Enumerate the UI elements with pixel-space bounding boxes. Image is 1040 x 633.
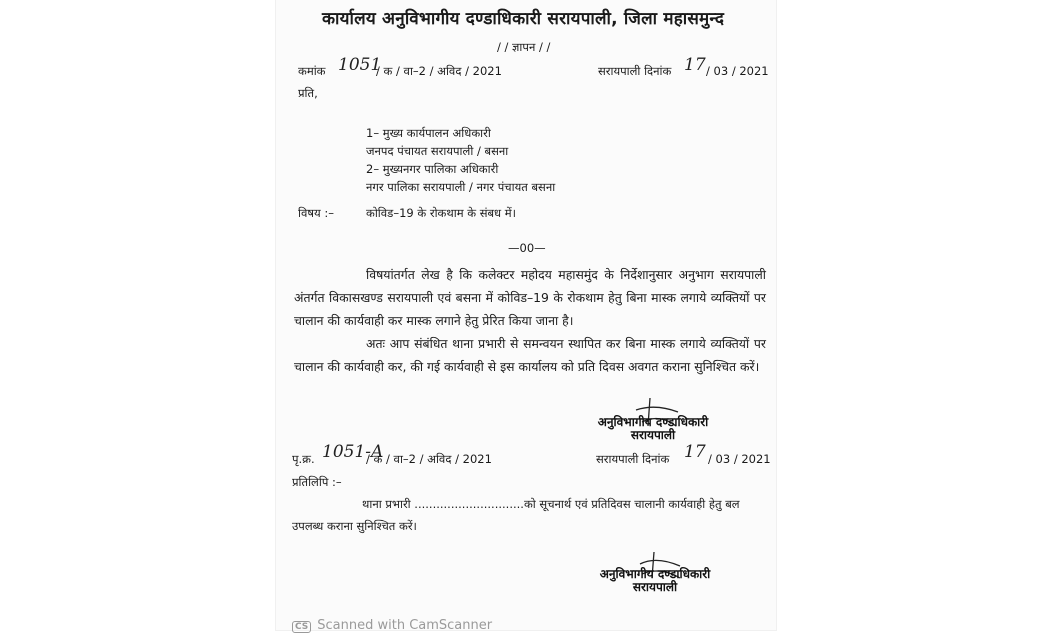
ref2-suffix: / क / वा–2 / अविद / 2021	[366, 452, 492, 466]
office-title: कार्यालय अनुविभागीय दण्डाधिकारी सरायपाली, जिला महासमुन्द	[322, 9, 725, 29]
ref-day-handwritten: 17	[684, 55, 706, 75]
camscanner-watermark	[292, 618, 492, 633]
recipient-line: जनपद पंचायत सरायपाली / बसना	[366, 144, 509, 158]
body-paragraph-2: अतः आप संबंधित थाना प्रभारी से समन्वयन स्थापित कर बिना मास्क लगाये व्यक्तियों पर चालान की कार्यवाही कर, की गई कार्यवाही से इस कार्यालय को प्रति दिवस अवगत कराना सुनिश्चित करें।	[294, 336, 766, 374]
ref2-day-handwritten: 17	[684, 442, 706, 462]
ref-suffix: / क / वा–2 / अविद / 2021	[376, 64, 502, 78]
signature-title: अनुविभागीय दण्डाधिकारी	[597, 415, 709, 429]
signature-title: अनुविभागीय दण्डाधिकारी	[599, 567, 711, 581]
subject-label: विषय :–	[298, 206, 334, 220]
signature-block-2	[586, 550, 724, 594]
gyapan-heading: / / ज्ञापन / /	[497, 40, 551, 54]
ref2-date-prefix: सरायपाली दिनांक	[596, 452, 670, 466]
copy-label: प्रतिलिपि :–	[292, 475, 342, 489]
watermark-text: Scanned with CamScanner	[317, 618, 493, 633]
ref2-prefix: पृ.क्र.	[292, 452, 315, 466]
ref2-number-handwritten: 1051-A	[322, 442, 384, 462]
subject-text: कोविड–19 के रोकथाम के संबध में।	[366, 206, 517, 220]
camscanner-logo-icon: CS	[292, 621, 311, 633]
signature-place: सरायपाली	[630, 428, 676, 442]
recipient-line: नगर पालिका सरायपाली / नगर पंचायत बसना	[366, 180, 556, 194]
copy-line-2: उपलब्ध कराना सुनिश्चित करें।	[292, 519, 417, 533]
ref-date-suffix: / 03 / 2021	[706, 64, 769, 78]
copy-line-1: थाना प्रभारी ..............................को सूचनार्थ एवं प्रतिदिवस चालानी कार्यवाही हेतु बल	[362, 497, 740, 511]
prati-label: प्रति,	[298, 86, 318, 100]
ref-date-prefix: सरायपाली दिनांक	[598, 64, 672, 78]
ref-number-handwritten: 1051	[338, 55, 382, 75]
recipient-line: 2– मुख्यनगर पालिका अधिकारी	[366, 162, 499, 176]
signature-block-1	[588, 400, 718, 442]
signature-place: सरायपाली	[632, 580, 678, 594]
body-paragraph-1: विषयांतर्गत लेख है कि कलेक्टर महोदय महासमुंद के निर्देशानुसार अनुभाग सरायपाली अंतर्गत विकासखण्ड सरायपाली एवं बसना में कोविड–19 के रोकथाम हेतु बिना मास्क लगाये व्यक्तियों पर चालान की कार्यवाही कर मास्क लगाने हेतु प्रेरित किया जाना है।	[294, 267, 766, 328]
recipient-line: 1– मुख्य कार्यपालन अधिकारी	[366, 126, 491, 140]
separator: —00—	[508, 241, 546, 255]
ref-prefix: कमांक	[298, 64, 326, 78]
ref2-date-suffix: / 03 / 2021	[708, 452, 771, 466]
